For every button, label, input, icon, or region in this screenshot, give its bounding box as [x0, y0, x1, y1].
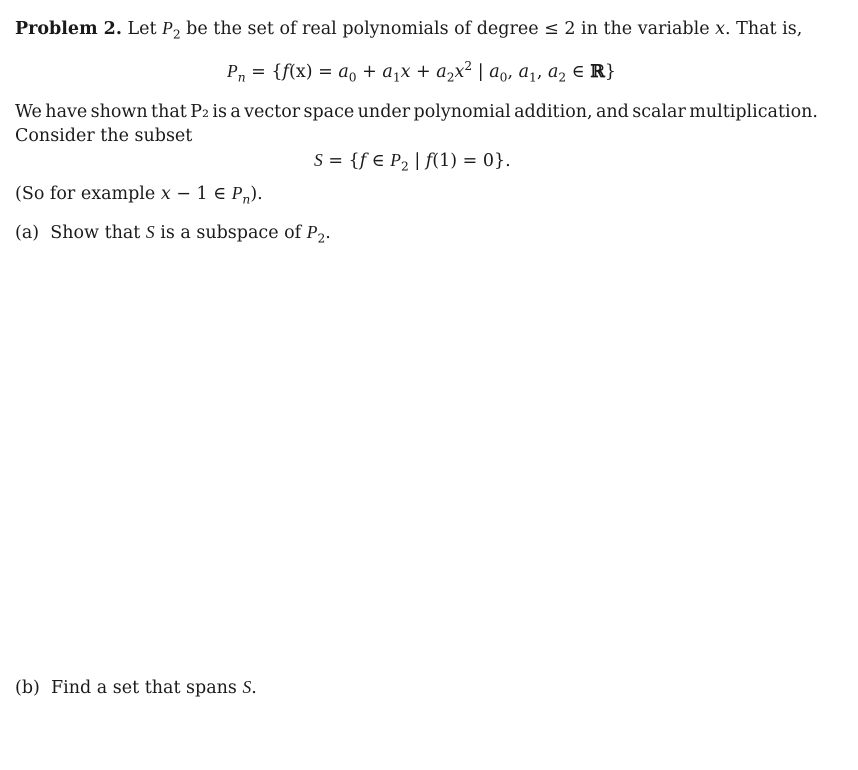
subset-f1: f [425, 151, 433, 171]
subset-open: = { [322, 151, 360, 171]
a1: a [382, 62, 393, 82]
equals: = [312, 62, 339, 82]
paragraph-word: is [212, 102, 227, 122]
part-a-p: P [306, 222, 318, 242]
reals-symbol: ℝ [590, 62, 605, 82]
paragraph-word: P₂ [190, 102, 209, 122]
set-open: = { [245, 62, 283, 82]
f-argument: (x) [289, 62, 313, 82]
part-b [15, 676, 257, 699]
b0: a [489, 62, 500, 82]
p2-subscript: 2 [172, 27, 181, 42]
paragraph-vector-space [15, 101, 818, 123]
example-x: x [160, 184, 171, 204]
a1-sub: 1 [392, 70, 401, 85]
b1-sub: 1 [529, 70, 537, 85]
comma-2: , [536, 62, 548, 82]
paragraph-word: scalar [632, 102, 686, 122]
plus-2: + [410, 62, 437, 82]
part-b-label: (b) [15, 678, 40, 698]
paragraph-word: and [595, 102, 629, 122]
subset-bar: | [408, 151, 426, 171]
pn-subscript: n [237, 70, 246, 85]
part-a-s: S [145, 222, 155, 242]
part-a-text: Show that [50, 223, 146, 243]
part-b-text: Find a set that spans [51, 678, 243, 698]
example-line [15, 182, 263, 205]
paragraph-word: under [357, 102, 411, 122]
problem-statement-line [15, 17, 802, 40]
subset-p: P [390, 150, 401, 170]
intro-text-3: 2 in the variable [558, 19, 716, 39]
a2-sub: 2 [446, 70, 455, 85]
b2: a [547, 62, 559, 82]
a2-x-squared: 2 [464, 59, 473, 74]
b0-sub: 0 [499, 70, 508, 85]
paragraph-word: We [15, 102, 42, 122]
comma-1: , [507, 62, 519, 82]
paragraph-word: that [151, 102, 187, 122]
paragraph-word: multiplication. [689, 102, 818, 122]
subset-f: f [359, 151, 367, 171]
paragraph-word: have [45, 102, 88, 122]
part-a [15, 221, 331, 244]
intro-text-4: . That is, [725, 19, 803, 39]
variable-x: x [715, 19, 726, 39]
b2-sub: 2 [558, 70, 567, 85]
intro-text-2: be the set of real polynomials of degree [180, 19, 545, 39]
such-that-bar: | [472, 62, 490, 82]
b1: a [518, 62, 530, 82]
paragraph-consider: Consider the subset [15, 126, 193, 146]
part-a-text-2: is a subspace of [154, 223, 307, 243]
p2-symbol: P [162, 18, 173, 38]
a0: a [338, 62, 349, 82]
plus-1: + [356, 62, 383, 82]
intro-text: Let [127, 19, 163, 39]
paragraph-word: vector [244, 102, 301, 122]
definition-equation [227, 60, 616, 83]
paragraph-word: addition, [514, 102, 593, 122]
paragraph-word: polynomial [413, 102, 511, 122]
part-b-s: S [242, 677, 252, 697]
example-close: ). [250, 184, 263, 204]
paragraph-word: shown [90, 102, 148, 122]
example-p: P [231, 183, 243, 203]
a2: a [436, 62, 447, 82]
part-a-period: . [325, 223, 331, 243]
subset-in: ∈ [366, 151, 391, 171]
pn-symbol: P [227, 61, 238, 81]
paragraph-word: a [230, 102, 241, 122]
subset-condition: (1) = 0}. [432, 151, 511, 171]
paragraph-word: space [303, 102, 355, 122]
problem-heading: Problem 2. [15, 19, 122, 39]
example-text: (So for example [15, 184, 161, 204]
subset-equation [314, 149, 511, 172]
a1-x: x [400, 62, 411, 82]
set-close: } [604, 62, 616, 82]
part-b-period: . [251, 678, 257, 698]
leq-symbol: ≤ [544, 19, 559, 39]
part-a-label: (a) [15, 223, 40, 243]
subset-p-sub: 2 [400, 159, 409, 174]
f-symbol: f [282, 62, 290, 82]
a2-x: x [454, 62, 465, 82]
element-of: ∈ [566, 62, 591, 82]
s-symbol: S [314, 150, 323, 170]
part-a-p-sub: 2 [317, 231, 326, 246]
a0-sub: 0 [348, 70, 357, 85]
example-p-sub: n [242, 192, 251, 207]
example-text-2: − 1 ∈ [170, 184, 232, 204]
